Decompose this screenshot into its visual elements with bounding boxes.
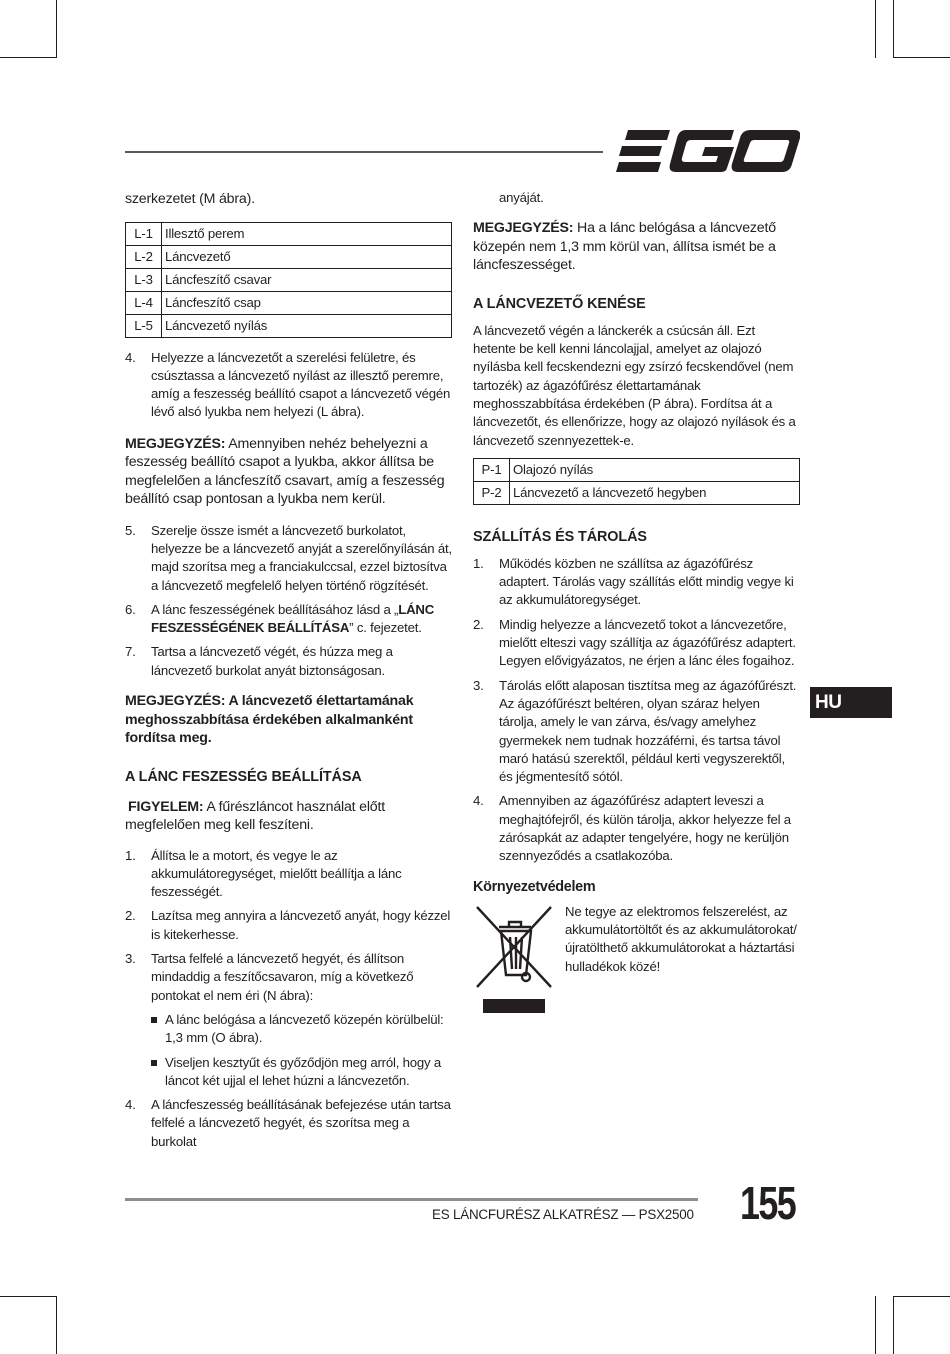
tension-bullets [151, 1011, 455, 1090]
parts-table-p [473, 458, 800, 505]
item-number: 4. [125, 1097, 136, 1113]
list-item [125, 1096, 455, 1151]
item-number: 7. [125, 644, 136, 660]
crop-mark [893, 57, 950, 58]
table-row [126, 314, 452, 337]
item-text: Szerelje össze ismét a láncvezető burkolatot, helyezze be a láncvezető anyját a szerelőnyílásán át, majd szorítsa meg a franciakulccsal, ezzel biztosítva a láncvezető megfelelő helyen történő rögzítését. [151, 522, 452, 593]
item-number: 1. [473, 555, 484, 571]
table-row [126, 222, 452, 245]
bullet-square-icon [151, 1060, 157, 1066]
item-text: Tartsa felfelé a láncvezető hegyét, és állítson mindaddig a feszítőcsavaron, míg a következő pontokat el nem éri (N ábra): [151, 951, 414, 1003]
item-number: 5. [125, 522, 136, 538]
crop-mark [0, 57, 57, 58]
part-label: Illesztő perem [162, 222, 452, 245]
warning-text [125, 798, 455, 835]
crop-mark [56, 1296, 57, 1354]
part-code: P-2 [474, 481, 510, 504]
item-number: 2. [473, 616, 484, 632]
list-item [125, 907, 455, 944]
item-text: Tartsa a láncvezető végét, és húzza meg a láncvezető burkolat anyát biztonságosan. [151, 644, 393, 678]
list-item [125, 643, 455, 680]
part-code: P-1 [474, 458, 510, 481]
page-number: 155 [740, 1177, 796, 1229]
crop-mark [875, 0, 876, 58]
item-text: Helyezze a láncvezetőt a szerelési felületre, és csúsztassa a láncvezető nyílást az illesztő peremre, amíg a feszesség beállító csapot a láncvezető végén lévő alsó lyukba nem helyezi (L ábra). [151, 349, 451, 420]
section-heading: A LÁNCVEZETŐ KENÉSE [473, 295, 646, 312]
parts-table-l [125, 222, 452, 338]
item-text: Állítsa le a motort, és vegye le az akkumulátoregységet, mielőtt beállítja a lánc feszességét. [151, 847, 402, 900]
table-row [126, 291, 452, 314]
list-item [125, 522, 455, 595]
oil-text: A láncvezető végén a lánckerék a csúcsán áll. Ezt hetente be kell kenni láncolajjal, amelyet az olajozó nyílásba kell fecskendezni egy zsírzó fecskendővel (nem tartozék) az ágazófűrész élettartamának meghosszabbítása érdekében (P ábra). Fordítsa át a láncvezetőt, és ellenőrizze, hogy az olajozó nyílások és a láncvezető szennyezettek-e. [473, 322, 796, 448]
left-column [125, 188, 455, 1151]
item-number: 3. [473, 677, 484, 693]
list-item [125, 601, 455, 638]
footer-rule [125, 1198, 698, 1201]
item-number: 2. [125, 908, 136, 924]
note-text: Ha a lánc belógása a láncvezető közepén nem 1,3 mm körül van, állítsa ismét be a láncfeszességet. [473, 220, 776, 274]
part-label: Láncfeszítő csap [162, 291, 452, 314]
item-number: 1. [125, 847, 136, 863]
section-heading: SZÁLLÍTÁS ÉS TÁROLÁS [473, 528, 647, 545]
part-code: L-4 [126, 291, 162, 314]
list-item [473, 616, 801, 671]
note-2: MEGJEGYZÉS: A láncvezető élettartamának meghosszabbítása érdekében alkalmanként fordítsa meg. [125, 693, 414, 747]
part-label: Láncvezető nyílás [162, 314, 452, 337]
item-text: Amennyiben az ágazófűrész adaptert leveszi a meghajtófejről, és külön tárolja, akkor helyezze fel a zárósapkát az adapter tengelyére, hogy ne kerüljön szennyeződés a csatlakozóba. [499, 793, 791, 864]
crop-mark [893, 1296, 894, 1354]
table-row [126, 245, 452, 268]
bullet-item [151, 1011, 455, 1048]
part-code: L-1 [126, 222, 162, 245]
part-label: Olajozó nyílás [510, 458, 800, 481]
item-text: Mindig helyezze a láncvezető tokot a láncvezetőre, mielőtt elteszi vagy szállítja az ágazófűrész adaptert. Legyen elővigyázatos, ne érjen a lánc éles fogaihoz. [499, 616, 796, 669]
crossed-out-bin-icon [473, 903, 555, 1019]
warning-body: A fűrészláncot használat előtt megfelelően meg kell feszíteni. [125, 798, 385, 834]
table-row [474, 481, 800, 504]
item-number: 6. [125, 601, 136, 617]
storage-steps [473, 555, 801, 866]
bullet-item [151, 1054, 455, 1091]
item-text-bold: LÁNC FESZESSÉGÉNEK BEÁLLÍTÁSA [151, 601, 435, 636]
list-item [125, 847, 455, 902]
crop-mark [0, 1296, 57, 1297]
note-label: MEGJEGYZÉS: [125, 435, 226, 452]
item-text: Működés közben ne szállítsa az ágazófűrész adaptert. Tárolás vagy szállítás előtt mindig vegye ki az akkumulátoregységet. [499, 555, 794, 608]
footer-title: ES LÁNCFURÉSZ ALKATRÉSZ — PSX2500 [432, 1207, 694, 1222]
env-text: Ne tegye az elektromos felszerelést, az akkumulátortöltőt és az akkumulátorokat/ újratölthető akkumulátorokat a háztartási hulladékok közé! [565, 903, 797, 974]
bullet-square-icon [151, 1017, 157, 1023]
table-row [126, 268, 452, 291]
crop-mark [56, 0, 57, 58]
item-number: 3. [125, 951, 136, 967]
item-number: 4. [125, 349, 136, 365]
item-text: A láncfeszesség beállításának befejezése után tartsa felfelé a láncvezető hegyét, és szorítsa meg a burkolat [151, 1097, 451, 1149]
list-item [473, 792, 801, 865]
env-heading: Környezetvédelem [473, 878, 596, 895]
item-number: 4. [473, 793, 484, 809]
item-text: Tárolás előtt alaposan tisztítsa meg az ágazófűrészt. Az ágazófűrészt beltéren, olyan száraz helyen tárolja, amely le van zárva, és/vagy amelyhez gyermekek nem tudnak hozzáférni, és tartsa távol maró hatású szerektől, például kerti vegyszerektől, és jégmentesítő sótól. [499, 677, 797, 785]
part-label: Láncvezető [162, 245, 452, 268]
note-label: MEGJEGYZÉS: [473, 220, 574, 237]
ego-logo [616, 130, 800, 172]
tension-steps [125, 847, 455, 1151]
warning-label: FIGYELEM: [128, 798, 204, 815]
item-text: ” c. fejezetet. [349, 620, 422, 636]
list-item [125, 349, 455, 422]
note-1 [125, 435, 455, 509]
item-text: A lánc feszességének beállításához lásd a „ [151, 601, 399, 617]
part-code: L-2 [126, 245, 162, 268]
list-item [473, 555, 801, 610]
assembly-steps [125, 349, 455, 422]
list-item [473, 677, 801, 787]
crop-mark [875, 1296, 876, 1354]
list-item [125, 950, 455, 1090]
crop-mark [893, 1296, 950, 1297]
env-block [473, 903, 801, 1019]
continued-text: anyáját. [499, 190, 544, 205]
section-heading: A LÁNC FESZESSÉG BEÁLLÍTÁSA [125, 768, 362, 785]
bullet-text: Viseljen kesztyűt és győződjön meg arról, hogy a láncot két ujjal el lehet húzni a láncvezetőn. [165, 1054, 442, 1088]
part-label: Láncvezető a láncvezető hegyben [510, 481, 800, 504]
header-rule [125, 151, 603, 153]
item-text: Lazítsa meg annyira a láncvezető anyát, hogy kézzel is kitekerhesse. [151, 908, 451, 942]
assembly-steps-cont [125, 522, 455, 680]
note-3 [473, 219, 801, 275]
part-code: L-5 [126, 314, 162, 337]
table-row [474, 458, 800, 481]
right-column [473, 188, 801, 1019]
part-label: Láncfeszítő csavar [162, 268, 452, 291]
crop-mark [893, 0, 894, 58]
note-text: Amennyiben nehéz behelyezni a feszesség beállító csapot a lyukba, akkor állítsa be megfelelően a láncfeszítő csavart, amíg a feszesség beállító csap pontosan a lyukba nem kerül. [125, 435, 445, 508]
bullet-text: A lánc belógása a láncvezető közepén körülbelül: 1,3 mm (O ábra). [165, 1011, 444, 1046]
language-tab: HU [810, 687, 892, 718]
part-code: L-3 [126, 268, 162, 291]
intro-text: szerkezetet (M ábra). [125, 191, 255, 207]
